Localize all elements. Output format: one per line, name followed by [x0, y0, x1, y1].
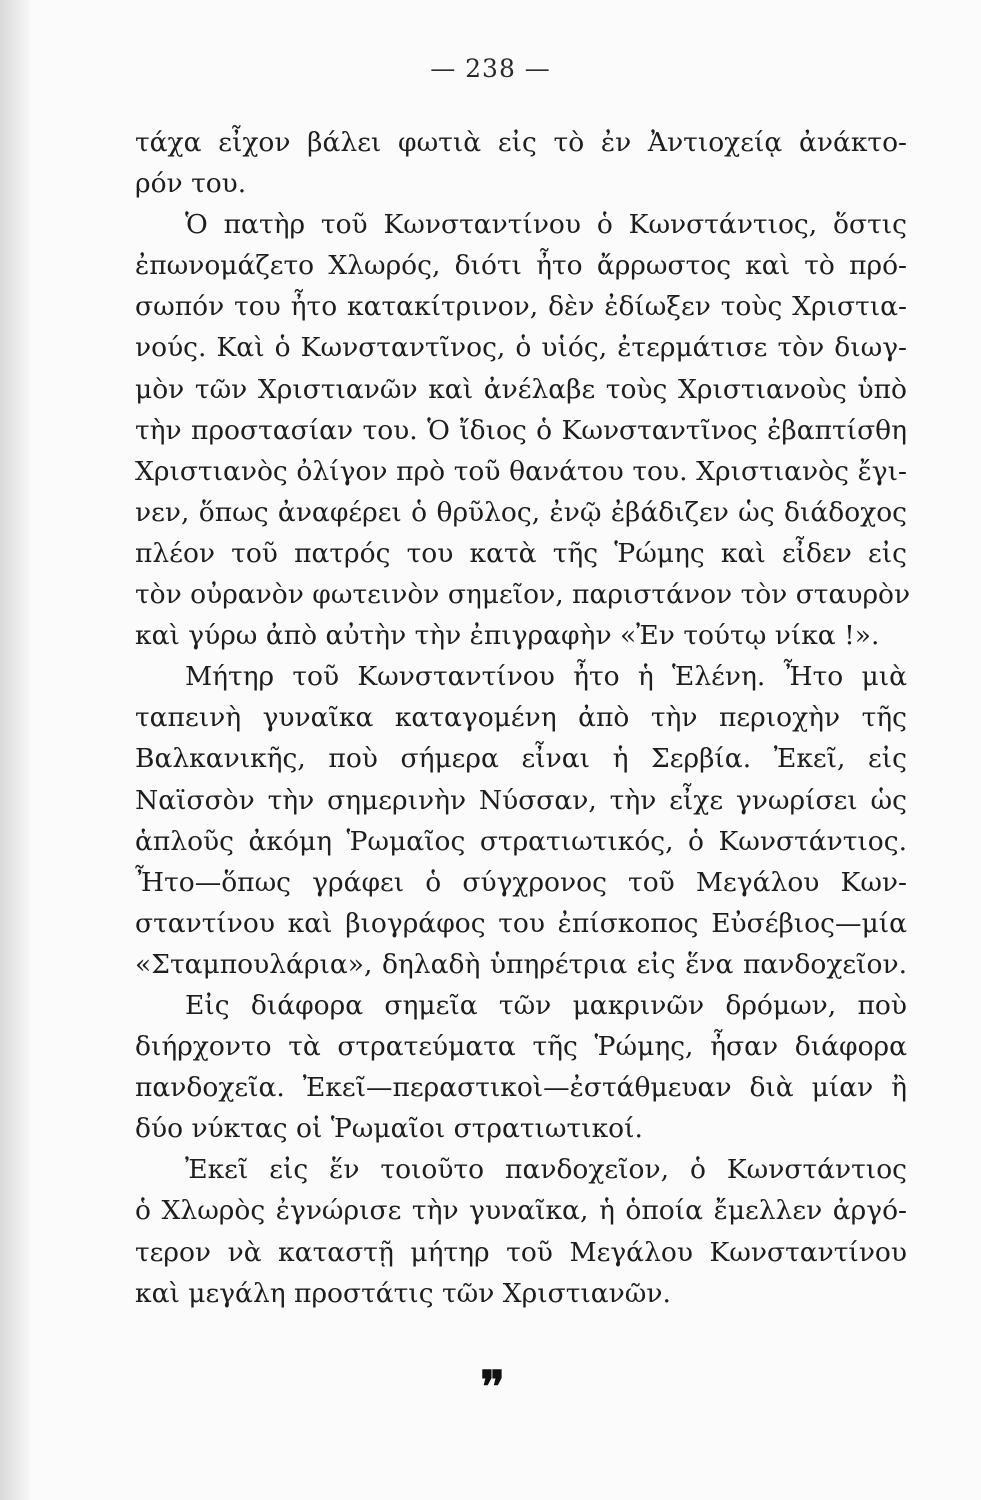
body-text — [135, 122, 911, 1314]
text-line: τὸν οὐρανὸν φωτεινὸν σημεῖον, παριστάνον τὸν σταυρὸν — [135, 579, 911, 611]
end-ornament: ❜❜ — [480, 1362, 501, 1413]
text-line: Ἐκεῖ εἰς ἕν τοιοῦτο πανδοχεῖον, ὁ Κωνστάντιος — [185, 1154, 907, 1186]
text-line: καὶ μεγάλη προστάτις τῶν Χριστιανῶν. — [135, 1277, 671, 1309]
paragraph — [135, 204, 911, 656]
paragraph — [135, 122, 907, 204]
paragraph — [135, 1149, 907, 1313]
text-line: σταντίνου καὶ βιογράφος του ἐπίσκοπος Εὐσέβιος—μία — [135, 907, 907, 939]
text-line: Μήτηρ τοῦ Κωνσταντίνου ἦτο ἡ Ἑλένη. Ἦτο μιὰ — [185, 661, 907, 693]
text-line: σωπόν του ἦτο κατακίτρινον, δὲν ἐδίωξεν τοὺς Χριστια- — [135, 291, 907, 323]
text-line: πανδοχεῖα. Ἐκεῖ—περαστικοὶ—ἐστάθμευαν διὰ μίαν ἢ — [135, 1072, 907, 1104]
text-line: τὴν προστασίαν του. Ὁ ἴδιος ὁ Κωνσταντῖνος ἐβαπτίσθη — [135, 414, 907, 446]
text-line: τερον νὰ καταστῇ μήτηρ τοῦ Μεγάλου Κωνσταντίνου — [135, 1236, 907, 1268]
text-line: πλέον τοῦ πατρός του κατὰ τῆς Ῥώμης καὶ εἶδεν εἰς — [135, 537, 907, 569]
text-line: Χριστιανὸς ὀλίγον πρὸ τοῦ θανάτου του. Χριστιανὸς ἔγι- — [135, 455, 907, 487]
text-line: δύο νύκτας οἱ Ῥωμαῖοι στρατιωτικοί. — [135, 1113, 643, 1145]
text-line: ρόν του. — [135, 168, 247, 200]
text-line: Εἰς διάφορα σημεῖα τῶν μακρινῶν δρόμων, ποὺ — [185, 989, 907, 1021]
page-number: — 238 — — [430, 54, 551, 83]
text-line: καὶ γύρω ἀπὸ αὐτὴν τὴν ἐπιγραφὴν «Ἐν τούτῳ νίκα !». — [135, 620, 880, 652]
text-line: ὁ Χλωρὸς ἐγνώρισε τὴν γυναῖκα, ἡ ὁποία ἔμελλεν ἀργό- — [135, 1195, 907, 1227]
text-line: Ἦτο—ὅπως γράφει ὁ σύγχρονος τοῦ Μεγάλου Κων- — [135, 866, 907, 898]
paragraph — [135, 656, 907, 985]
text-line: νεν, ὅπως ἀναφέρει ὁ θρῦλος, ἐνῷ ἐβάδιζεν ὡς διάδοχος — [135, 496, 907, 528]
text-line: ταπεινὴ γυναῖκα καταγομένη ἀπὸ τὴν περιοχὴν τῆς — [135, 702, 907, 734]
paragraph — [135, 985, 907, 1149]
text-line: Ὁ πατὴρ τοῦ Κωνσταντίνου ὁ Κωνστάντιος, ὅστις — [185, 209, 907, 241]
page-binding-shadow — [0, 0, 30, 1500]
text-line: μὸν τῶν Χριστιανῶν καὶ ἀνέλαβε τοὺς Χριστιανοὺς ὑπὸ — [135, 373, 907, 405]
text-line: διήρχοντο τὰ στρατεύματα τῆς Ῥώμης, ἦσαν διάφορα — [135, 1031, 907, 1063]
text-line: τάχα εἶχον βάλει φωτιὰ εἰς τὸ ἐν Ἀντιοχείᾳ ἀνάκτο- — [135, 127, 907, 158]
text-line: Ναϊσσὸν τὴν σημερινὴν Νύσσαν, τὴν εἶχε γνωρίσει ὡς — [135, 784, 907, 816]
text-line: ἁπλοῦς ἀκόμη Ῥωμαῖος στρατιωτικός, ὁ Κωνστάντιος. — [135, 825, 907, 857]
text-line: «Σταμπουλάρια», δηλαδὴ ὑπηρέτρια εἰς ἕνα πανδοχεῖον. — [135, 948, 907, 980]
text-line: Βαλκανικῆς, ποὺ σήμερα εἶναι ἡ Σερβία. Ἐκεῖ, εἰς — [135, 743, 907, 775]
text-line: ἐπωνομάζετο Χλωρός, διότι ἦτο ἄρρωστος καὶ τὸ πρό- — [135, 250, 907, 282]
text-line: νούς. Καὶ ὁ Κωνσταντῖνος, ὁ υἱός, ἐτερμάτισε τὸν διωγ- — [135, 332, 907, 364]
